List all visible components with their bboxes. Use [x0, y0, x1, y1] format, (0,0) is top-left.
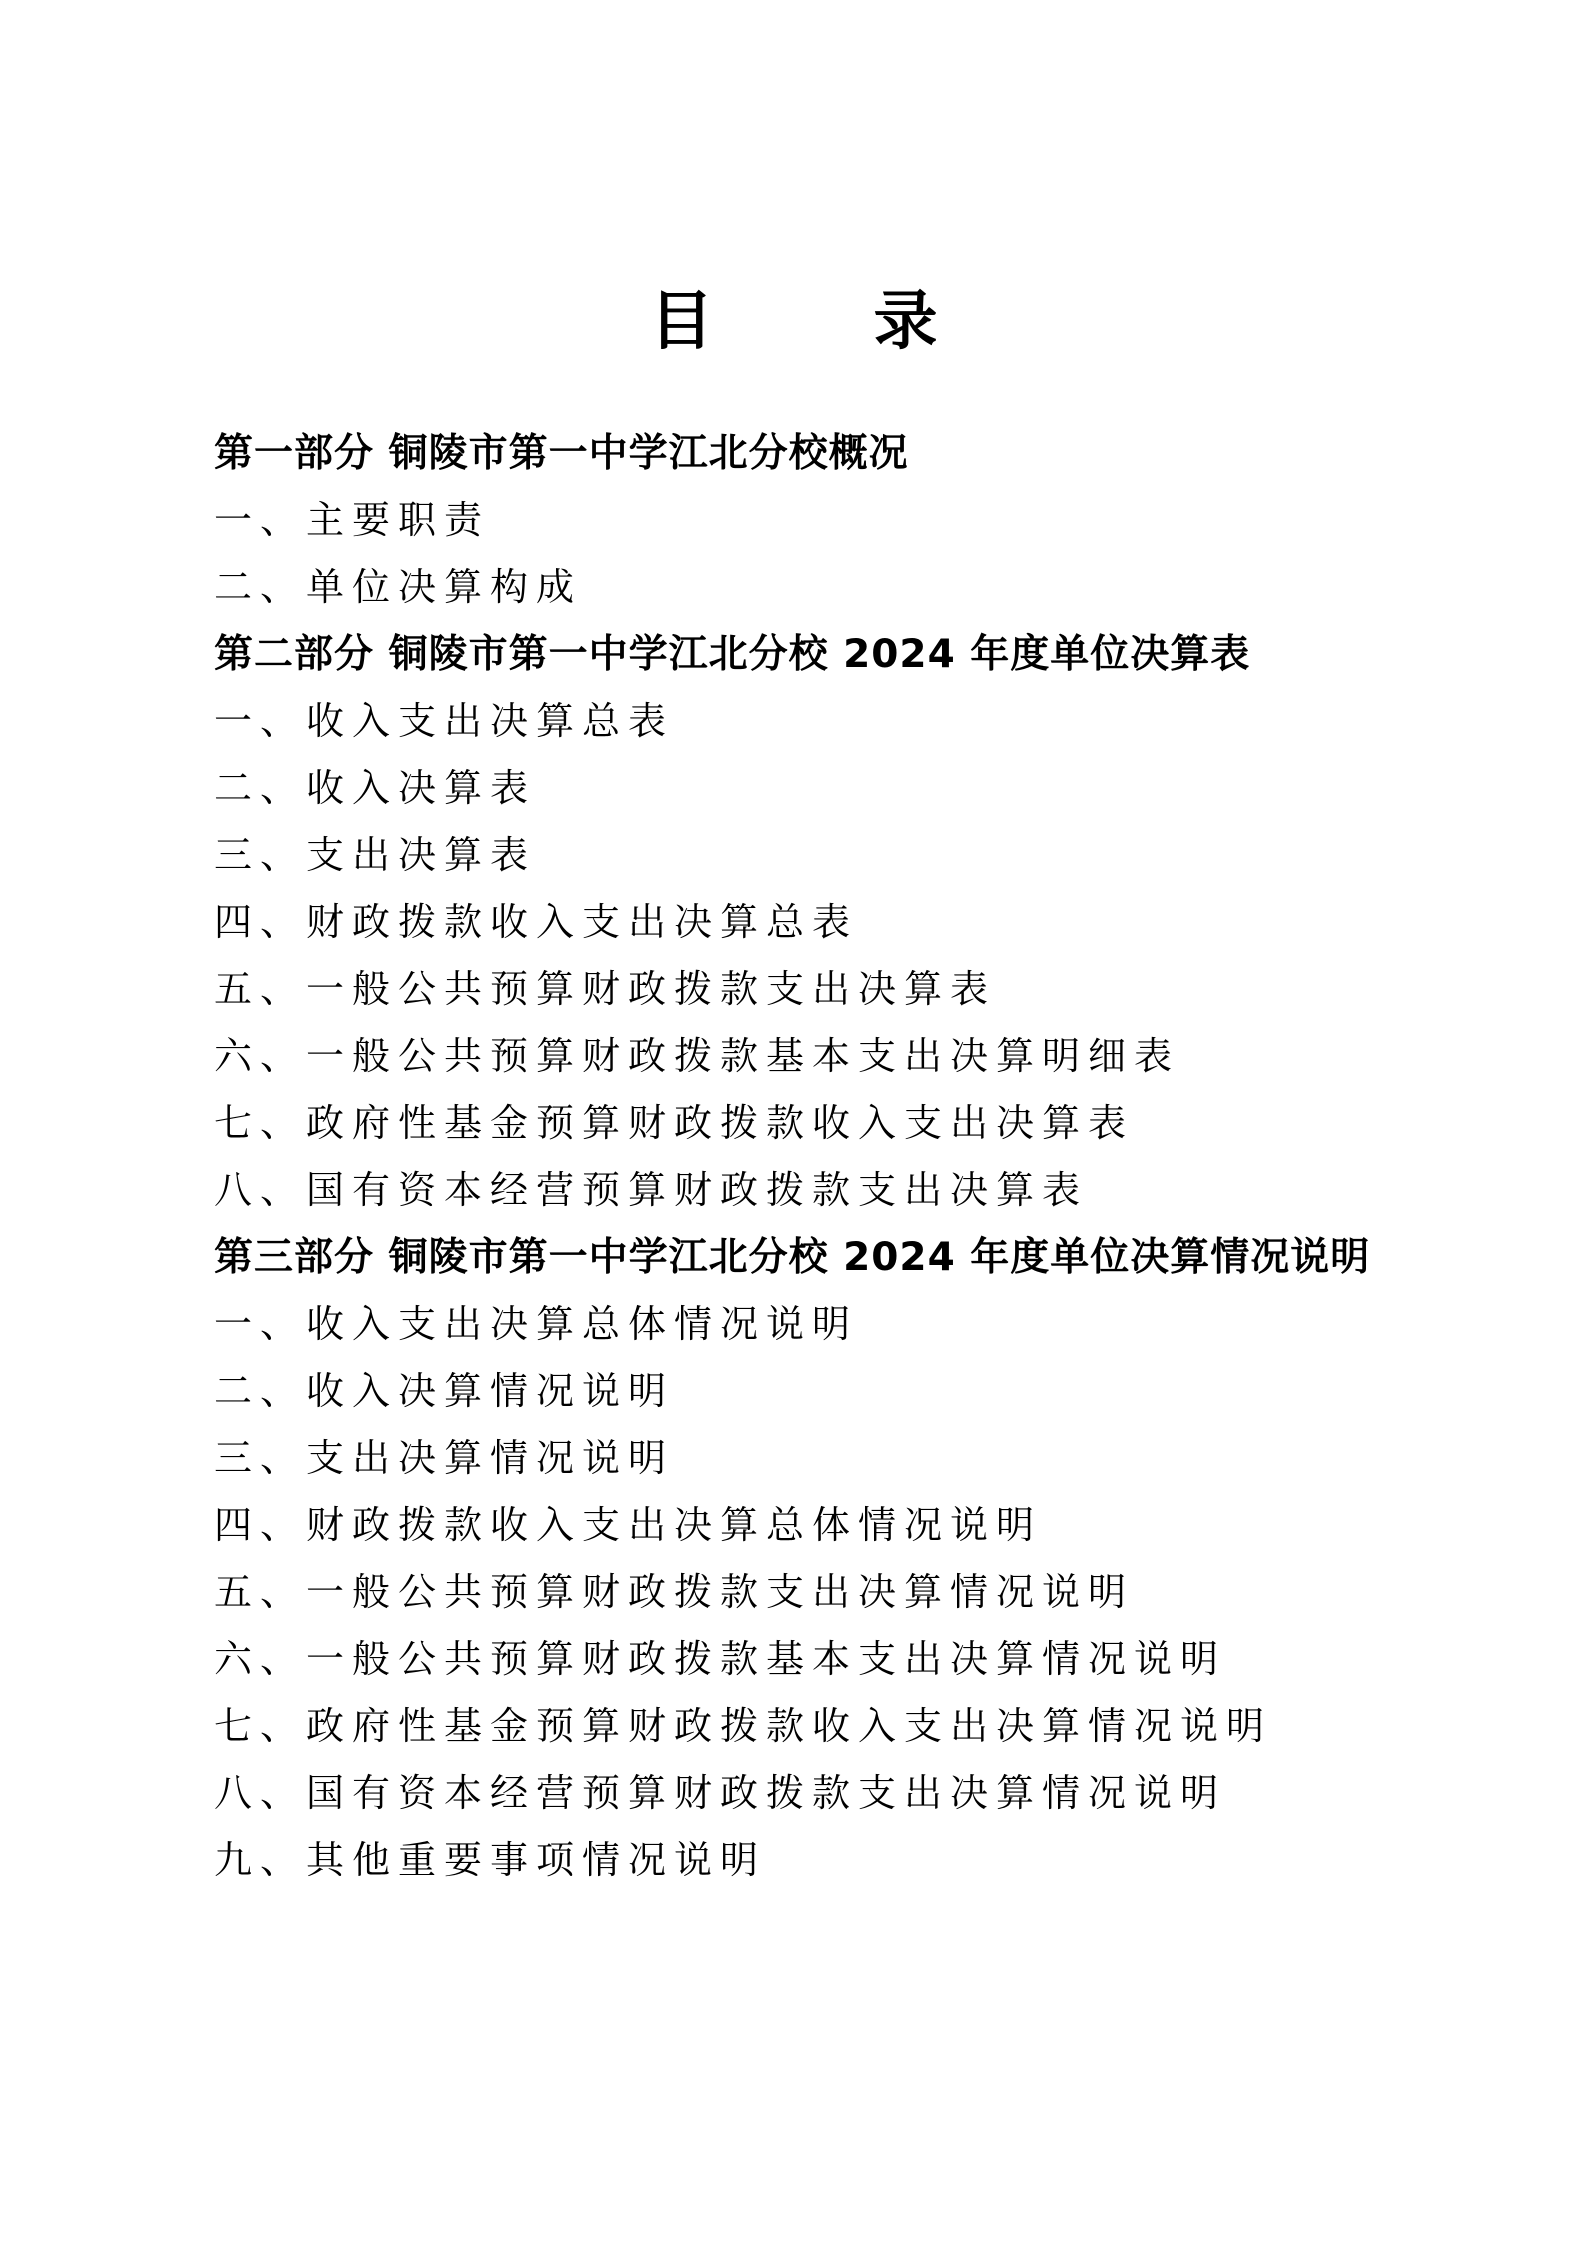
- part-3-item: 四、财政拨款收入支出决算总体情况说明: [214, 1503, 1043, 1547]
- part-3-item: 五、一般公共预算财政拨款支出决算情况说明: [214, 1570, 1135, 1614]
- table-of-contents: [214, 420, 1394, 1894]
- part-2-item: 五、一般公共预算财政拨款支出决算表: [214, 967, 997, 1011]
- part-1-heading: 第一部分 铜陵市第一中学江北分校概况: [214, 431, 909, 476]
- part-3-item: 二、收入决算情况说明: [214, 1369, 675, 1413]
- toc-title: 目 录: [649, 284, 986, 359]
- part-3-item: 三、支出决算情况说明: [214, 1436, 675, 1480]
- part-2-item: 一、收入支出决算总表: [214, 699, 675, 743]
- part-3-item: 九、其他重要事项情况说明: [214, 1838, 767, 1882]
- part-2-heading: 第二部分 铜陵市第一中学江北分校 2024 年度单位决算表: [214, 632, 1251, 677]
- part-2-item: 四、财政拨款收入支出决算总表: [214, 900, 859, 944]
- part-2-item: 三、支出决算表: [214, 833, 537, 877]
- part-3-heading: 第三部分 铜陵市第一中学江北分校 2024 年度单位决算情况说明: [214, 1235, 1371, 1280]
- part-3-item: 七、政府性基金预算财政拨款收入支出决算情况说明: [214, 1704, 1273, 1748]
- part-2-item: 二、收入决算表: [214, 766, 537, 810]
- part-3-item: 六、一般公共预算财政拨款基本支出决算情况说明: [214, 1637, 1227, 1681]
- part-1-item: 二、单位决算构成: [214, 565, 583, 609]
- part-1-item: 一、主要职责: [214, 498, 491, 542]
- part-3-item: 一、收入支出决算总体情况说明: [214, 1302, 859, 1346]
- part-2-item: 八、国有资本经营预算财政拨款支出决算表: [214, 1168, 1089, 1212]
- part-3-item: 八、国有资本经营预算财政拨款支出决算情况说明: [214, 1771, 1227, 1815]
- part-2-item: 七、政府性基金预算财政拨款收入支出决算表: [214, 1101, 1135, 1145]
- part-2-item: 六、一般公共预算财政拨款基本支出决算明细表: [214, 1034, 1181, 1078]
